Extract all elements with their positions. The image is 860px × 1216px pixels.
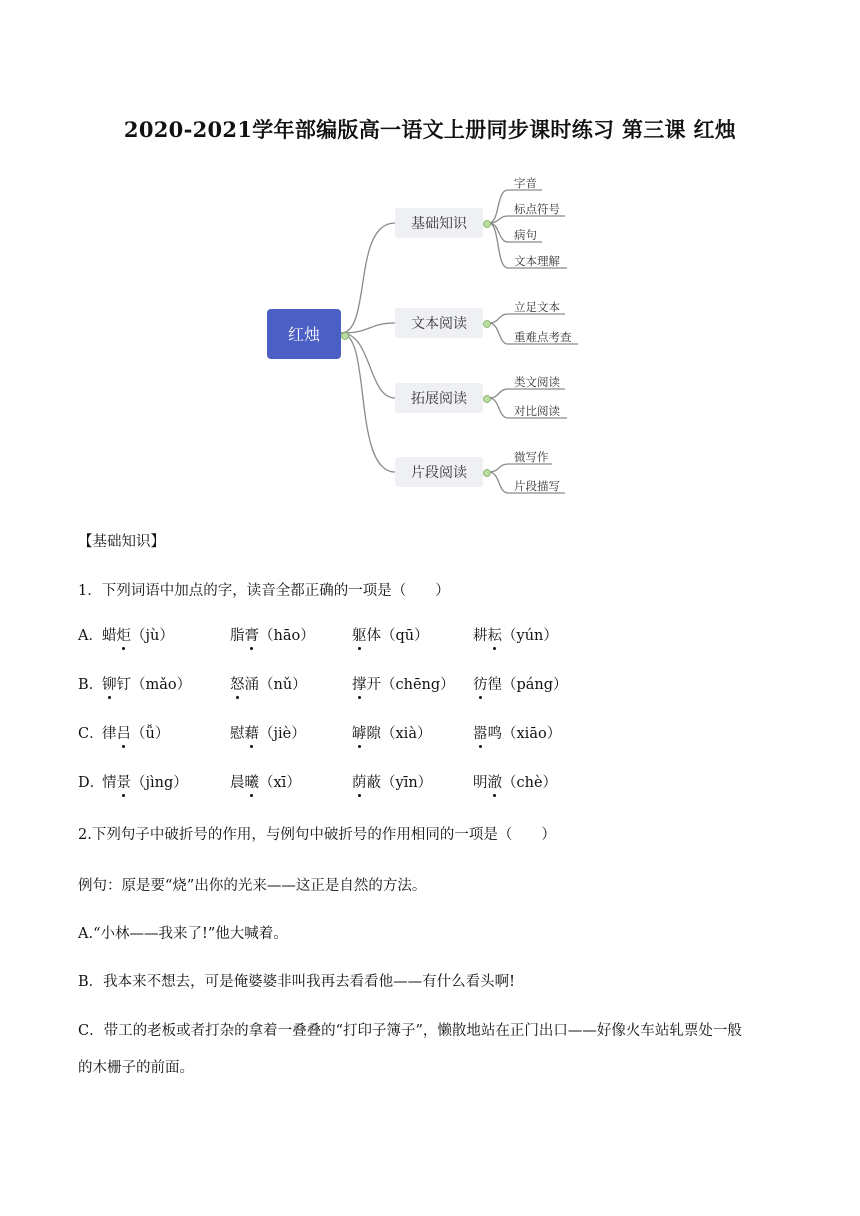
emphasis-dot-char: 曦 (245, 771, 260, 792)
question-2-example: 例句：原是要“烧”出你的光来——这正是自然的方法。 (78, 878, 427, 894)
page-title: 2020-2021学年部编版高一语文上册同步课时练习 第三课 红烛 (123, 117, 737, 142)
connector-leaf (489, 314, 565, 323)
connector-root-branch-2 (341, 323, 395, 333)
option-d-item-3: 荫蔽（yīn） (352, 771, 432, 792)
mindmap-leaf: 片段描写 (514, 479, 560, 493)
connector-root-branch-4 (341, 333, 395, 472)
option-b-item-1: 铆钉（mǎo） (102, 673, 191, 694)
emphasis-dot-char: 景 (117, 771, 132, 792)
mindmap-leaf: 病句 (514, 228, 537, 242)
option-c-item-2: 慰藉（jiè） (230, 722, 306, 743)
mindmap-branch-label-4: 片段阅读 (411, 465, 467, 481)
option-c-item-3: 罅隙（xià） (352, 722, 431, 743)
mind-map (0, 160, 860, 505)
node-dot (484, 396, 491, 403)
option-d-item-4: 明澈（chè） (473, 771, 557, 792)
emphasis-dot-char: 彷 (473, 673, 488, 694)
option-a-item-4: 耕耘（yún） (473, 624, 558, 645)
mindmap-leaf: 文本理解 (514, 254, 560, 268)
option-c-item-4: 嚣鸣（xiāo） (473, 722, 561, 743)
mindmap-leaf: 微写作 (514, 450, 549, 464)
mindmap-root-label: 红烛 (287, 325, 321, 344)
option-a-item-2: 脂膏（hāo） (230, 624, 315, 645)
emphasis-dot-char: 吕 (117, 722, 132, 743)
mindmap-leaf: 类文阅读 (514, 375, 560, 389)
emphasis-dot-char: 荫 (352, 771, 367, 792)
mindmap-branch-label-2: 文本阅读 (411, 316, 467, 332)
mindmap-branch-label-3: 拓展阅读 (411, 391, 467, 407)
option-letter-b: B． (78, 677, 104, 693)
emphasis-dot-char: 藉 (245, 722, 260, 743)
question-1-stem: 1．下列词语中加点的字，读音全都正确的一项是（ ） (78, 583, 450, 599)
option-d-item-1: 情景（jìng） (102, 771, 188, 792)
option-b-item-3: 撑开（chēng） (352, 673, 455, 694)
question-2-option-a: A.“小林——我来了!”他大喊着。 (78, 926, 288, 942)
node-dot (342, 333, 349, 340)
question-2-option-c-line-2: 的木栅子的前面。 (78, 1060, 194, 1076)
connector-leaf (489, 389, 565, 398)
emphasis-dot-char: 躯 (352, 624, 367, 645)
mindmap-leaf: 立足文本 (514, 300, 560, 314)
emphasis-dot-char: 澈 (488, 771, 503, 792)
emphasis-dot-char: 膏 (245, 624, 260, 645)
option-b-item-4: 彷徨（páng） (473, 673, 568, 694)
question-2-option-c-line-1: C．带工的老板或者打杂的拿着一叠叠的“打印子簿子”，懒散地站在正门出口——好像火车站轧票处一般 (78, 1023, 742, 1039)
emphasis-dot-char: 耘 (488, 624, 503, 645)
question-2-option-b: B．我本来不想去，可是俺婆婆非叫我再去看看他——有什么看头啊! (78, 974, 515, 990)
option-letter-a: A． (78, 628, 103, 644)
emphasis-dot-char: 炬 (117, 624, 132, 645)
option-a-item-1: 蜡炬（jù） (102, 624, 174, 645)
connector-root-branch-3 (341, 333, 395, 398)
mindmap-leaf: 字音 (514, 176, 537, 190)
connector-root-branch-1 (341, 223, 395, 333)
option-letter-d: D． (78, 775, 105, 791)
emphasis-dot-char: 撑 (352, 673, 367, 694)
emphasis-dot-char: 铆 (102, 673, 117, 694)
emphasis-dot-char: 罅 (352, 722, 367, 743)
node-dot (484, 470, 491, 477)
question-2-stem: 2.下列句子中破折号的作用，与例句中破折号的作用相同的一项是（ ） (78, 827, 556, 843)
option-c-item-1: 律吕（ǚ） (102, 722, 169, 743)
node-dot (484, 321, 491, 328)
connector-leaf (489, 216, 565, 223)
option-b-item-2: 怒涌（nǔ） (230, 673, 307, 694)
option-letter-c: C． (78, 726, 104, 742)
section-heading: 【基础知识】 (78, 534, 165, 550)
option-a-item-3: 躯体（qū） (352, 624, 429, 645)
mindmap-branch-label-1: 基础知识 (411, 216, 467, 232)
emphasis-dot-char: 嚣 (473, 722, 488, 743)
mindmap-leaf: 标点符号 (514, 202, 560, 216)
node-dot (484, 221, 491, 228)
mindmap-leaf: 对比阅读 (514, 404, 560, 418)
option-d-item-2: 晨曦（xī） (230, 771, 301, 792)
emphasis-dot-char: 怒 (230, 673, 245, 694)
connector-leaf (489, 464, 552, 472)
mindmap-leaf: 重难点考查 (514, 330, 572, 344)
